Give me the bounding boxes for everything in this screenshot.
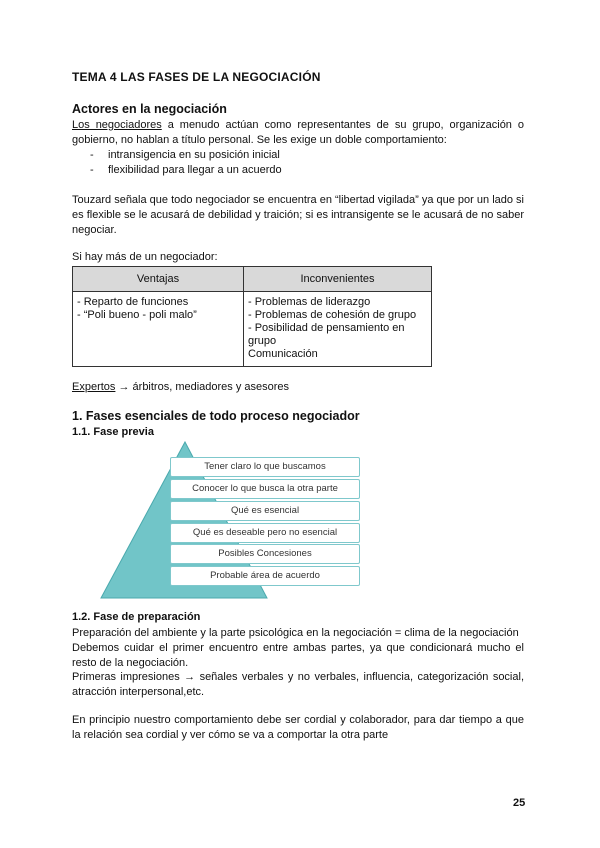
inconveniente-item: Comunicación (248, 348, 318, 360)
pyramid-level: Tener claro lo que buscamos (170, 457, 360, 477)
expertos-text: → árbitros, mediadores y asesores (115, 381, 290, 393)
fase-preparacion-heading: 1.2. Fase de preparación (72, 611, 201, 623)
table-header-inconvenientes: Inconvenientes (244, 267, 432, 292)
mas-de-un-negociador: Si hay más de un negociador: (72, 251, 218, 263)
ventaja-item: - Reparto de funciones (77, 296, 189, 308)
list-item: - intransigencia en su posición inicial (72, 148, 524, 163)
page-title: TEMA 4 LAS FASES DE LA NEGOCIACIÓN (72, 70, 321, 84)
preparacion-p2: Debemos cuidar el primer encuentro entre ambas partes, ya que condicionará mucho el resto de la negociación. (72, 642, 524, 669)
actores-intro-text: a menudo actúan como representantes de su grupo, organización o gobierno, no hablan a título personal. Se les exige un doble comportamiento: (72, 119, 524, 146)
ventajas-cell (73, 292, 244, 367)
inconveniente-item: - Problemas de liderazgo (248, 296, 371, 308)
pyramid-level: Qué es esencial (170, 501, 360, 521)
expertos-line (72, 380, 289, 395)
negociadores-term: Los negociadores (72, 119, 162, 131)
ventaja-item: - “Poli bueno - poli malo” (77, 309, 197, 321)
section1-heading: 1. Fases esenciales de todo proceso negociador (72, 409, 360, 423)
table-header-ventajas: Ventajas (73, 267, 244, 292)
pyramid-level: Conocer lo que busca la otra parte (170, 479, 360, 499)
actores-heading: Actores en la negociación (72, 102, 227, 116)
comportamiento-list (72, 148, 524, 178)
preparacion-p4: En principio nuestro comportamiento debe ser cordial y colaborador, para dar tiempo a que la relación sea cordial y ver cómo se va a comportar la otra parte (72, 714, 524, 741)
actores-intro (72, 118, 524, 148)
inconveniente-item: - Problemas de cohesión de grupo (248, 309, 417, 321)
pyramid-level: Posibles Concesiones (170, 544, 360, 564)
pyramid-level: Qué es deseable pero no esencial (170, 523, 360, 543)
page-number: 25 (513, 797, 526, 809)
touzard-paragraph: Touzard señala que todo negociador se encuentra en “libertad vigilada” ya que por un lado si es flexible se le acusará de debilidad y traición; si es intransigente se le acusará de no saber negociar. (72, 194, 524, 236)
fase-previa-heading: 1.1. Fase previa (72, 426, 154, 438)
preparacion-p3: Primeras impresiones → señales verbales y no verbales, influencia, categorización social, atracción interpersonal,etc. (72, 671, 524, 698)
preparacion-p1: Preparación del ambiente y la parte psicológica en la negociación = clima de la negociación (72, 627, 519, 639)
inconvenientes-cell (244, 292, 432, 367)
ventajas-inconvenientes-table (72, 266, 432, 367)
list-item: - flexibilidad para llegar a un acuerdo (72, 163, 524, 178)
pyramid-level: Probable área de acuerdo (170, 566, 360, 586)
inconveniente-item: - Posibilidad de pensamiento en grupo (248, 322, 405, 347)
expertos-term: Expertos (72, 381, 116, 393)
table-row (73, 292, 432, 367)
